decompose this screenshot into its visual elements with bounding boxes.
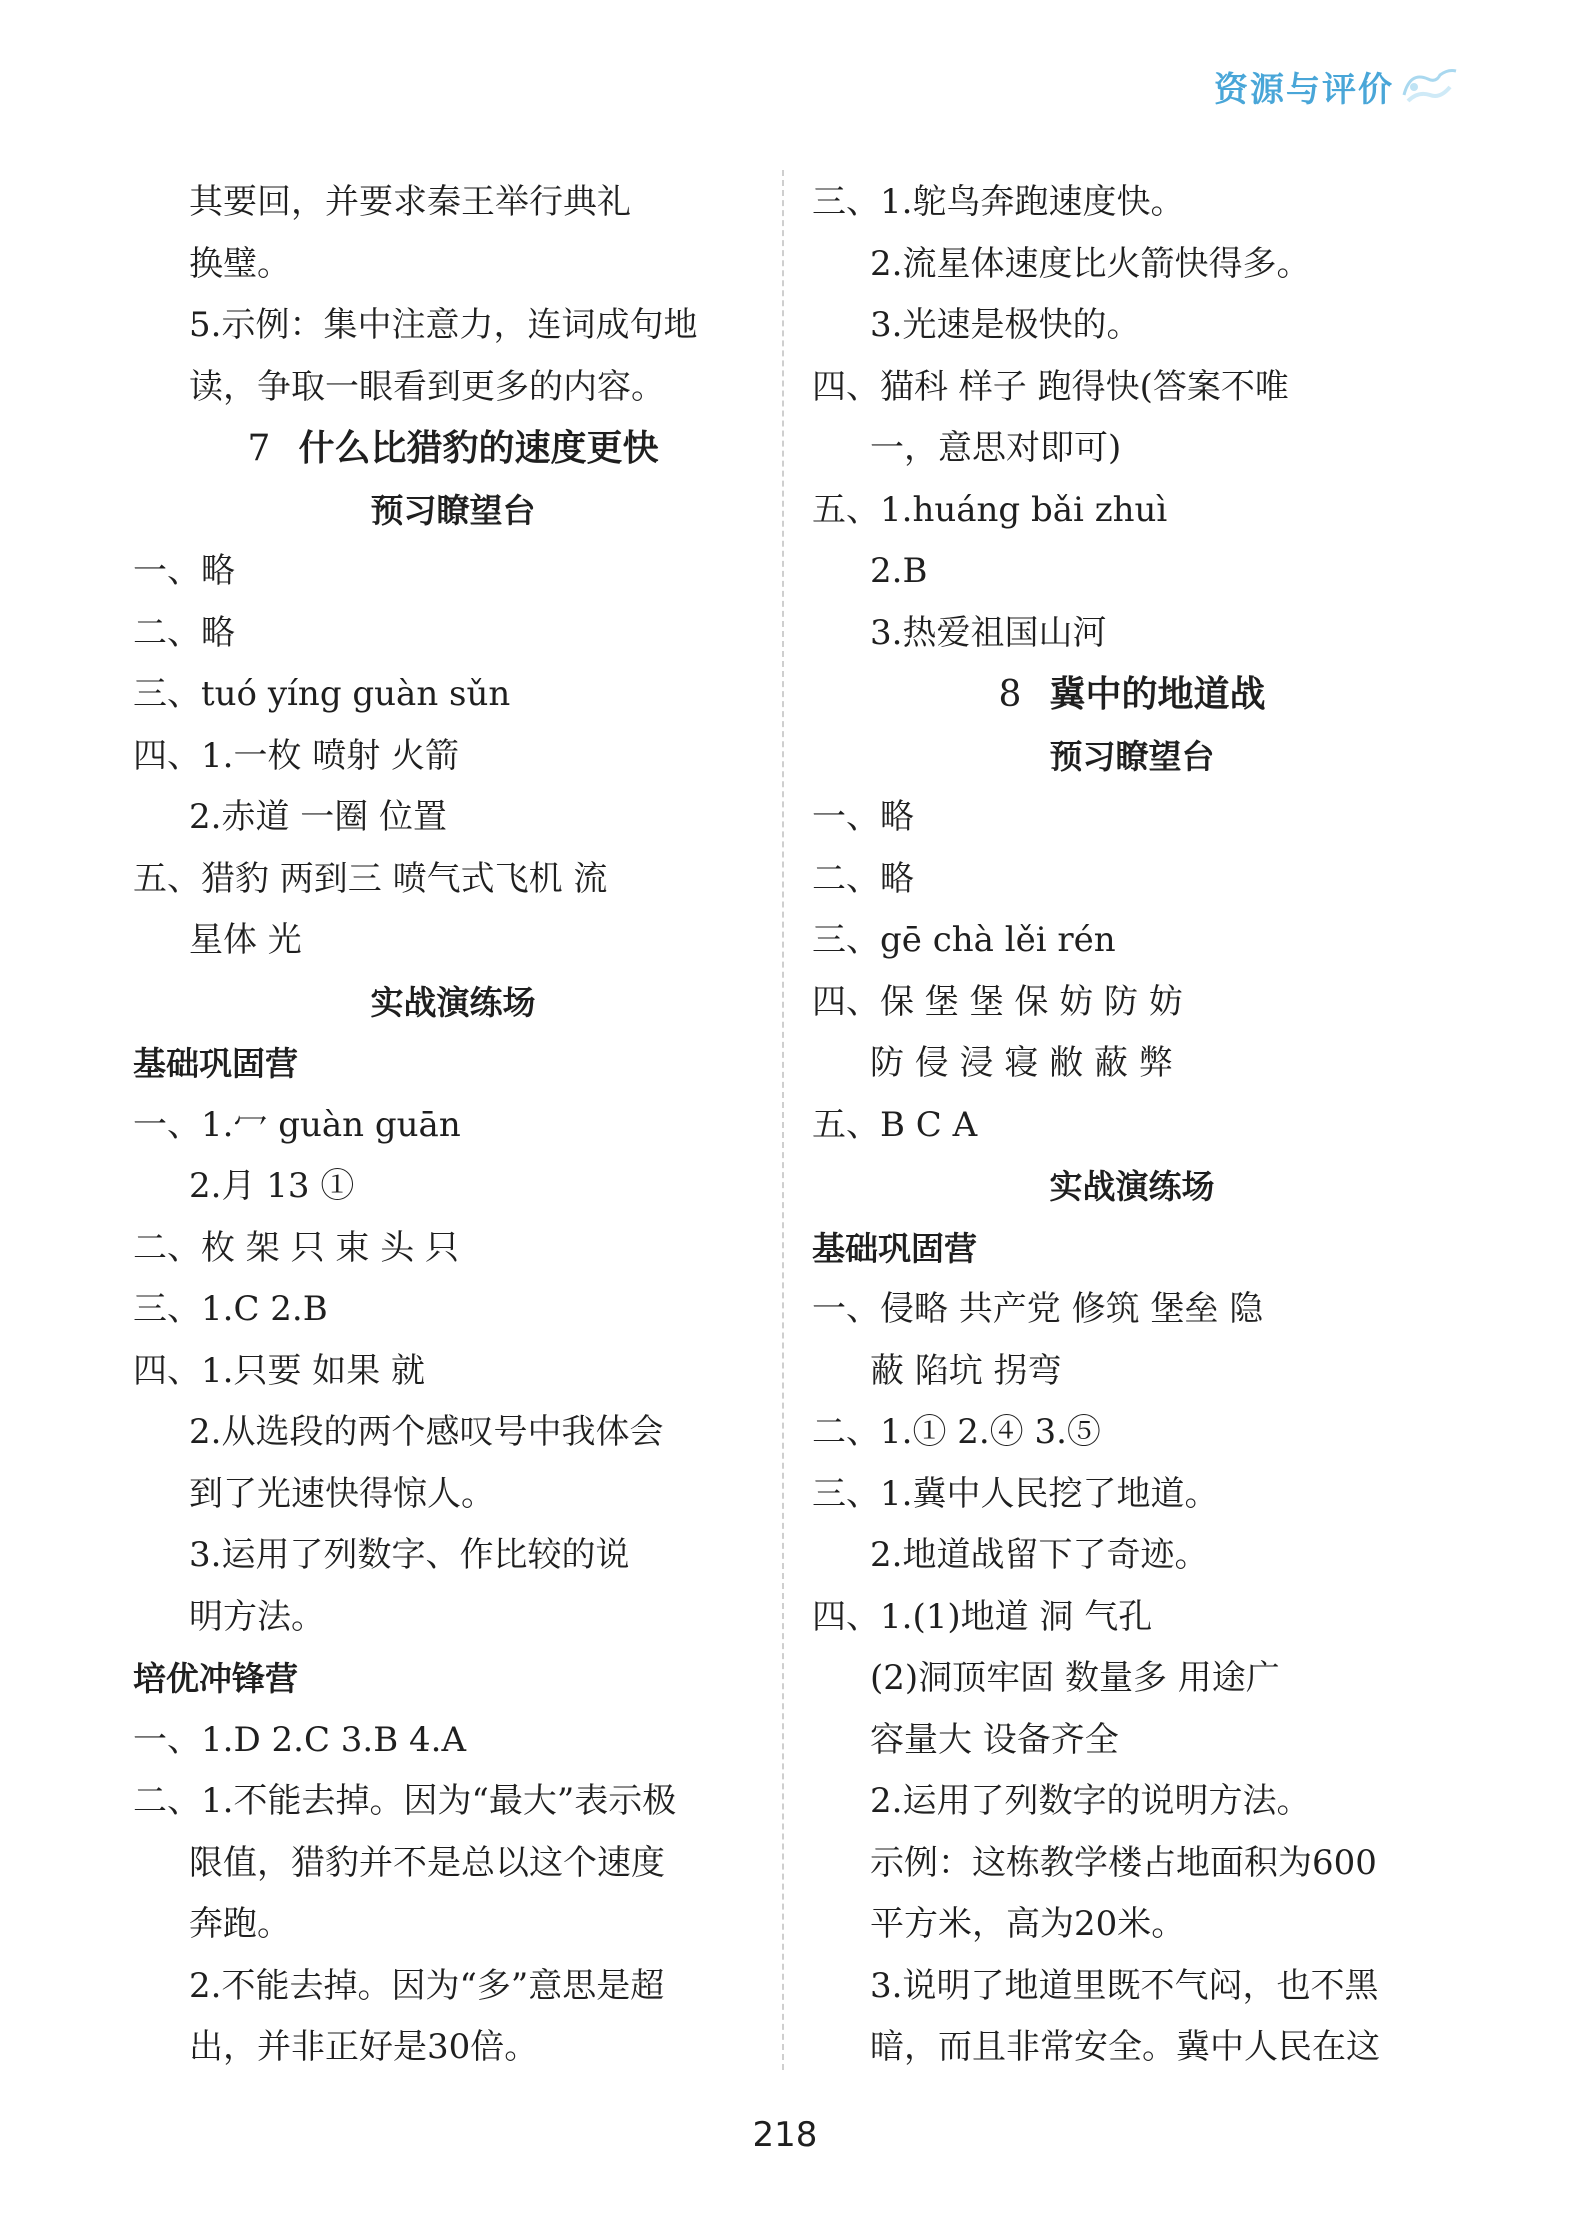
answer-line: 5.示例：集中注意力，连词成句地 bbox=[189, 305, 698, 345]
answer-line: 二、略 bbox=[812, 858, 914, 899]
answer-line: 四、1.一枚 喷射 火箭 bbox=[133, 735, 460, 776]
header-decoration-icon bbox=[1400, 65, 1460, 109]
right-column bbox=[812, 172, 1452, 2079]
answer-line: 2.月 13 ① bbox=[189, 1166, 355, 1206]
subsection-heading: 预习瞭望台 bbox=[1049, 736, 1215, 776]
answer-line: 平方米，高为20米。 bbox=[870, 1904, 1186, 1944]
answer-line: 2.流星体速度比火箭快得多。 bbox=[870, 243, 1311, 284]
answer-line: 一，意思对即可) bbox=[870, 428, 1122, 468]
answer-line: 一、侵略 共产党 修筑 堡垒 隐 bbox=[812, 1289, 1264, 1329]
answer-line: 二、枚 架 只 束 头 只 bbox=[133, 1227, 460, 1268]
lesson-number: 8 bbox=[998, 674, 1022, 715]
answer-line: 三、1.鸵鸟奔跑速度快。 bbox=[812, 182, 1185, 222]
answer-line: 三、1.冀中人民挖了地道。 bbox=[812, 1473, 1219, 1514]
answer-line: 3.说明了地道里既不气闷，也不黑 bbox=[870, 1965, 1379, 2006]
answer-line: 三、1.C 2.B bbox=[133, 1289, 328, 1329]
answer-line: 四、保 堡 堡 保 妨 防 妨 bbox=[812, 981, 1183, 1022]
answer-line: 容量大 设备齐全 bbox=[870, 1719, 1119, 1760]
answer-line: (2)洞顶牢固 数量多 用途广 bbox=[870, 1658, 1280, 1698]
answer-line: 五、B C A bbox=[812, 1104, 978, 1145]
subsection-heading: 实战演练场 bbox=[1049, 1167, 1215, 1206]
lesson-title-text: 冀中的地道战 bbox=[1049, 674, 1266, 715]
answer-line: 一、略 bbox=[812, 797, 914, 837]
header-title: 资源与评价 bbox=[1214, 70, 1394, 110]
group-heading: 基础巩固营 bbox=[812, 1228, 977, 1268]
answer-line: 2.不能去掉。因为“多”意思是超 bbox=[189, 1965, 665, 2006]
answer-line: 暗，而且非常安全。冀中人民在这 bbox=[870, 2027, 1380, 2067]
answer-line: 一、略 bbox=[133, 551, 235, 591]
answer-line: 出，并非正好是30倍。 bbox=[189, 2027, 539, 2067]
lesson-title bbox=[133, 418, 773, 480]
answer-line: 四、1.(1)地道 洞 气孔 bbox=[812, 1596, 1153, 1637]
answer-line: 换璧。 bbox=[189, 243, 291, 284]
answer-line: 星体 光 bbox=[189, 920, 302, 960]
answer-line: 到了光速快得惊人。 bbox=[189, 1473, 495, 1514]
answer-line: 2.地道战留下了奇迹。 bbox=[870, 1535, 1209, 1575]
column-divider bbox=[782, 170, 784, 2070]
answer-line: 2.从选段的两个感叹号中我体会 bbox=[189, 1412, 664, 1452]
group-heading: 培优冲锋营 bbox=[133, 1659, 298, 1698]
answer-line: 一、1.冖 guàn guān bbox=[133, 1104, 461, 1145]
answer-line: 明方法。 bbox=[189, 1596, 325, 1637]
answer-line: 五、1.huáng bǎi zhuì bbox=[812, 489, 1168, 530]
answer-line: 四、猫科 样子 跑得快(答案不唯 bbox=[812, 366, 1289, 407]
answer-line: 五、猎豹 两到三 喷气式飞机 流 bbox=[133, 858, 608, 899]
subsection-heading: 实战演练场 bbox=[370, 982, 536, 1022]
answer-line: 二、1.不能去掉。因为“最大”表示极 bbox=[133, 1781, 677, 1821]
answer-line: 3.光速是极快的。 bbox=[870, 305, 1141, 345]
lesson-title bbox=[812, 664, 1452, 726]
answer-line: 其要回，并要求秦王举行典礼 bbox=[189, 182, 631, 222]
left-column bbox=[133, 172, 773, 2079]
answer-line: 2.运用了列数字的说明方法。 bbox=[870, 1781, 1311, 1821]
lesson-number: 7 bbox=[247, 428, 271, 469]
page-number: 218 bbox=[752, 2115, 818, 2155]
group-heading: 基础巩固营 bbox=[133, 1044, 298, 1083]
answer-line: 蔽 陷坑 拐弯 bbox=[870, 1350, 1062, 1391]
answer-line: 三、tuó yíng guàn sǔn bbox=[133, 674, 511, 714]
answer-line: 奔跑。 bbox=[189, 1904, 291, 1944]
answer-line: 防 侵 浸 寝 敝 蔽 弊 bbox=[870, 1043, 1173, 1083]
running-header bbox=[1214, 62, 1460, 111]
answer-line: 限值，猎豹并不是总以这个速度 bbox=[189, 1842, 665, 1883]
subsection-heading: 预习瞭望台 bbox=[370, 490, 536, 530]
answer-line: 一、1.D 2.C 3.B 4.A bbox=[133, 1719, 466, 1760]
lesson-title-text: 什么比猎豹的速度更快 bbox=[298, 428, 659, 469]
answer-line: 3.运用了列数字、作比较的说 bbox=[189, 1535, 630, 1575]
answer-line: 3.热爱祖国山河 bbox=[870, 612, 1107, 653]
answer-line: 三、gē chà lěi rén bbox=[812, 920, 1116, 960]
answer-line: 2.赤道 一圈 位置 bbox=[189, 797, 448, 837]
answer-line: 示例：这栋教学楼占地面积为600 bbox=[870, 1842, 1377, 1883]
answer-line: 四、1.只要 如果 就 bbox=[133, 1350, 426, 1391]
answer-line: 二、略 bbox=[133, 612, 235, 653]
answer-line: 2.B bbox=[870, 551, 928, 591]
answer-line: 二、1.① 2.④ 3.⑤ bbox=[812, 1412, 1101, 1452]
answer-line: 读，争取一眼看到更多的内容。 bbox=[189, 366, 665, 407]
